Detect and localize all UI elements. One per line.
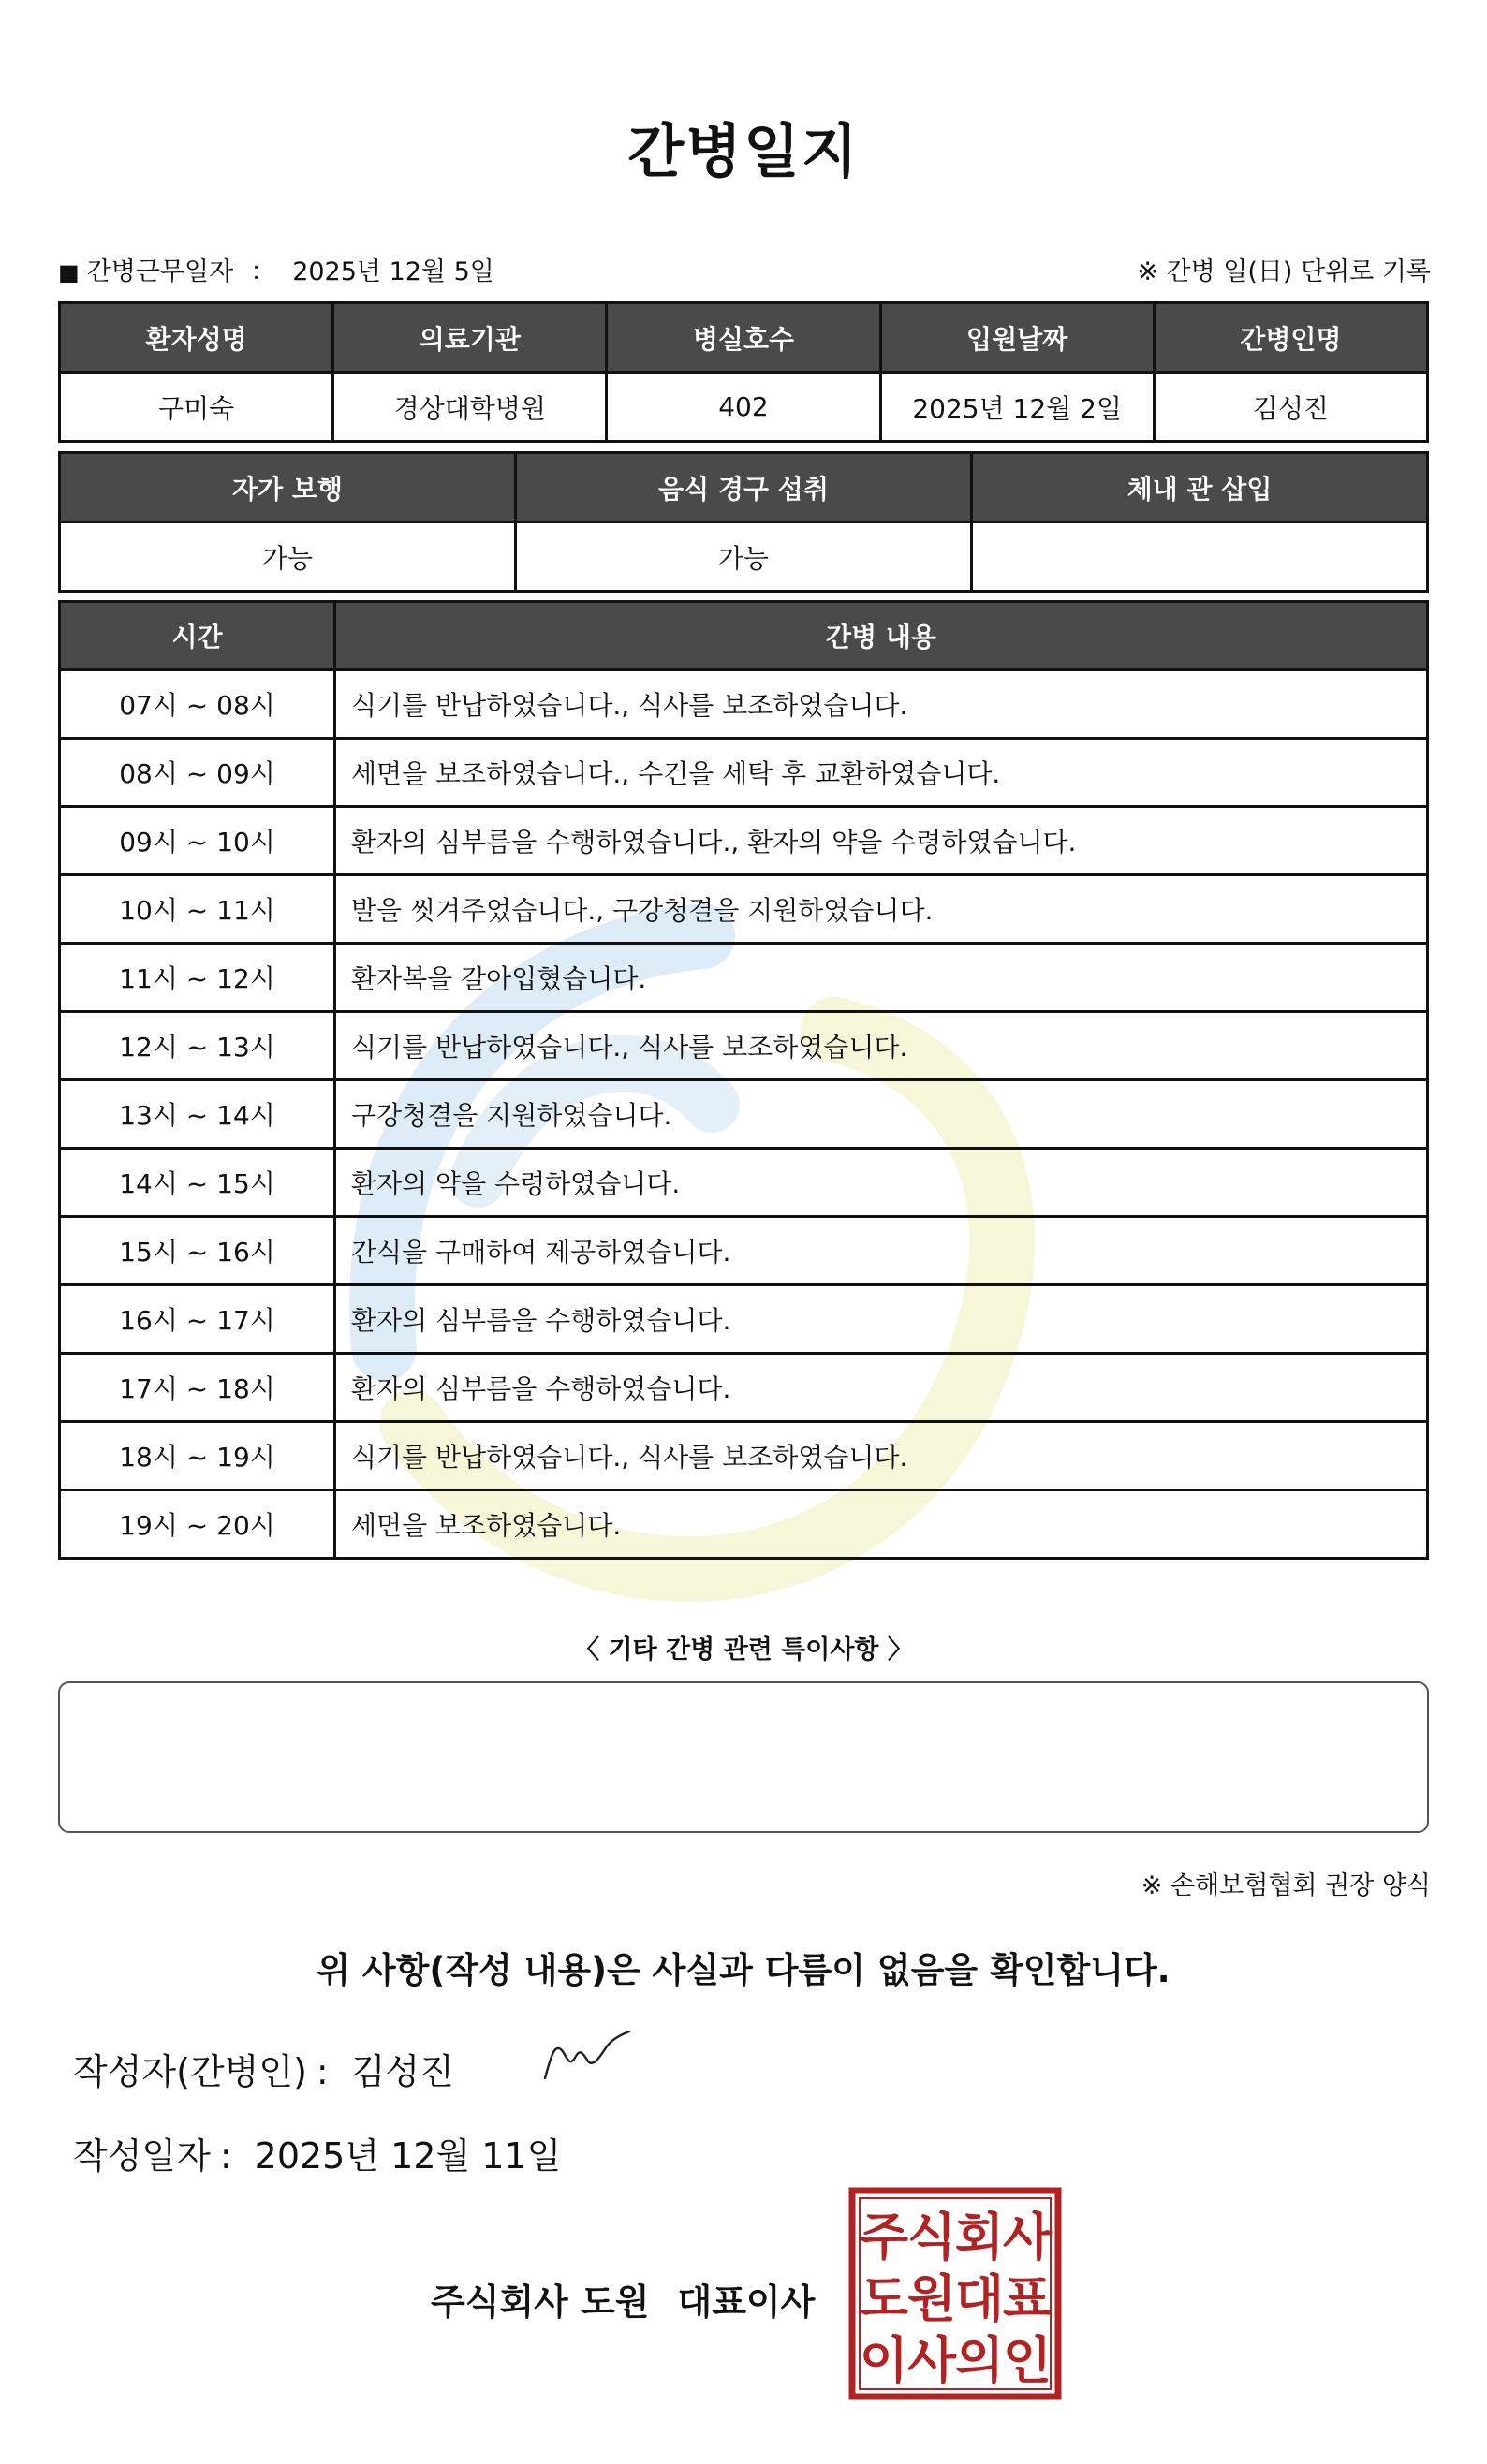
table-row [60, 807, 1428, 875]
special-notes-box [58, 1681, 1429, 1833]
content-cell: 간식을 구매하여 제공하였습니다. [335, 1217, 1428, 1285]
seal-character: 대 [954, 2269, 1005, 2328]
company-signatory [431, 2273, 815, 2325]
admission-date-value: 2025년 12월 2일 [880, 373, 1154, 442]
content-cell: 환자의 심부름을 수행하였습니다., 환자의 약을 수령하였습니다. [335, 807, 1428, 875]
time-cell: 09시 ~ 10시 [60, 807, 335, 875]
table-row [60, 1012, 1428, 1080]
time-cell: 07시 ~ 08시 [60, 670, 335, 739]
time-header: 시간 [60, 602, 335, 670]
time-cell: 14시 ~ 15시 [60, 1149, 335, 1217]
admission-date-header: 입원날짜 [880, 303, 1154, 373]
work-date-label: 간병근무일자 [86, 257, 234, 286]
content-cell: 환자의 약을 수령하였습니다. [335, 1149, 1428, 1217]
page-title: 간병일지 [627, 117, 860, 185]
time-cell: 11시 ~ 12시 [60, 944, 335, 1012]
oral-intake-value: 가능 [516, 522, 972, 592]
seal-character: 사 [1002, 2207, 1053, 2266]
hospital-header: 의료기관 [333, 303, 607, 373]
written-date-colon: : [219, 2135, 232, 2177]
company-seal-stamp [848, 2187, 1062, 2400]
content-cell: 발을 씻겨주었습니다., 구강청결을 지원하였습니다. [335, 875, 1428, 944]
table-row [60, 944, 1428, 1012]
work-date-separator: ： [250, 257, 276, 286]
work-date-value: 2025년 12월 5일 [292, 257, 494, 286]
patient-status-table [58, 451, 1429, 593]
room-number-value: 402 [607, 373, 880, 442]
hospital-value: 경상대학병원 [333, 373, 607, 442]
content-cell: 구강청결을 지원하였습니다. [335, 1080, 1428, 1149]
table-row [60, 1217, 1428, 1285]
table-row [60, 1490, 1428, 1559]
written-date-line [73, 2127, 561, 2178]
company-role: 대표이사 [677, 2281, 816, 2323]
writer-label: 작성자(간병인) [73, 2051, 307, 2092]
content-cell: 환자복을 갈아입혔습니다. [335, 944, 1428, 1012]
special-notes-title: 〈 기타 간병 관련 특이사항 〉 [574, 1635, 913, 1665]
patient-info-value-row [60, 373, 1428, 442]
writer-name: 김성진 [350, 2051, 454, 2092]
table-row [60, 1149, 1428, 1217]
time-cell: 16시 ~ 17시 [60, 1285, 335, 1354]
table-row [60, 1422, 1428, 1490]
caregiver-name-value: 김성진 [1154, 373, 1427, 442]
seal-character: 회 [954, 2207, 1005, 2266]
time-cell: 13시 ~ 14시 [60, 1080, 335, 1149]
care-content-header: 간병 내용 [335, 602, 1428, 670]
confirmation-statement: 위 사항(작성 내용)은 사실과 다름이 없음을 확인합니다. [317, 1950, 1170, 1990]
table-row [60, 875, 1428, 944]
content-cell: 식기를 반납하였습니다., 식사를 보조하였습니다. [335, 1422, 1428, 1490]
time-cell: 18시 ~ 19시 [60, 1422, 335, 1490]
time-cell: 15시 ~ 16시 [60, 1217, 335, 1285]
company-name: 주식회사 도원 [431, 2281, 650, 2323]
seal-character: 식 [906, 2207, 957, 2266]
handwritten-signature [541, 2030, 635, 2086]
care-log-header-row [60, 602, 1428, 670]
table-row [60, 1080, 1428, 1149]
work-date-line [58, 251, 494, 287]
content-cell: 환자의 심부름을 수행하였습니다. [335, 1285, 1428, 1354]
content-cell: 식기를 반납하였습니다., 식사를 보조하였습니다. [335, 1012, 1428, 1080]
written-date-value: 2025년 12월 11일 [254, 2135, 562, 2177]
time-cell: 19시 ~ 20시 [60, 1490, 335, 1559]
seal-character: 표 [1002, 2269, 1053, 2328]
square-bullet-icon: ■ [58, 259, 80, 286]
table-row [60, 1354, 1428, 1422]
table-row [60, 739, 1428, 807]
caregiver-name-header: 간병인명 [1154, 303, 1427, 373]
writer-colon: : [316, 2051, 329, 2092]
patient-info-header-row [60, 303, 1428, 373]
room-number-header: 병실호수 [607, 303, 880, 373]
patient-name-value: 구미숙 [60, 373, 333, 442]
time-cell: 10시 ~ 11시 [60, 875, 335, 944]
daily-record-note: ※ 간병 일(日) 단위로 기록 [1137, 257, 1431, 286]
table-row [60, 1285, 1428, 1354]
content-cell: 환자의 심부름을 수행하였습니다. [335, 1354, 1428, 1422]
written-date-label: 작성일자 [73, 2135, 211, 2177]
content-cell: 세면을 보조하였습니다., 수건을 세탁 후 교환하였습니다. [335, 739, 1428, 807]
patient-status-header-row [60, 453, 1428, 522]
time-cell: 17시 ~ 18시 [60, 1354, 335, 1422]
seal-character: 사 [906, 2331, 957, 2390]
tube-insertion-header: 체내 관 삽입 [972, 453, 1428, 522]
seal-character: 주 [859, 2207, 909, 2266]
oral-intake-header: 음식 경구 섭취 [516, 453, 972, 522]
table-row [60, 670, 1428, 739]
seal-character: 원 [906, 2269, 957, 2328]
seal-character: 도 [859, 2269, 909, 2328]
seal-character: 의 [954, 2331, 1005, 2390]
content-cell: 식기를 반납하였습니다., 식사를 보조하였습니다. [335, 670, 1428, 739]
tube-insertion-value [972, 522, 1428, 592]
association-note: ※ 손해보험협회 권장 양식 [1141, 1871, 1431, 1900]
patient-info-table [58, 301, 1429, 443]
content-cell: 세면을 보조하였습니다. [335, 1490, 1428, 1559]
self-walking-value: 가능 [60, 522, 516, 592]
time-cell: 08시 ~ 09시 [60, 739, 335, 807]
seal-character: 이 [859, 2331, 909, 2390]
self-walking-header: 자가 보행 [60, 453, 516, 522]
seal-character: 인 [1002, 2331, 1053, 2390]
patient-name-header: 환자성명 [60, 303, 333, 373]
writer-line [73, 2043, 454, 2094]
time-cell: 12시 ~ 13시 [60, 1012, 335, 1080]
patient-status-value-row [60, 522, 1428, 592]
care-log-table [58, 600, 1429, 1560]
